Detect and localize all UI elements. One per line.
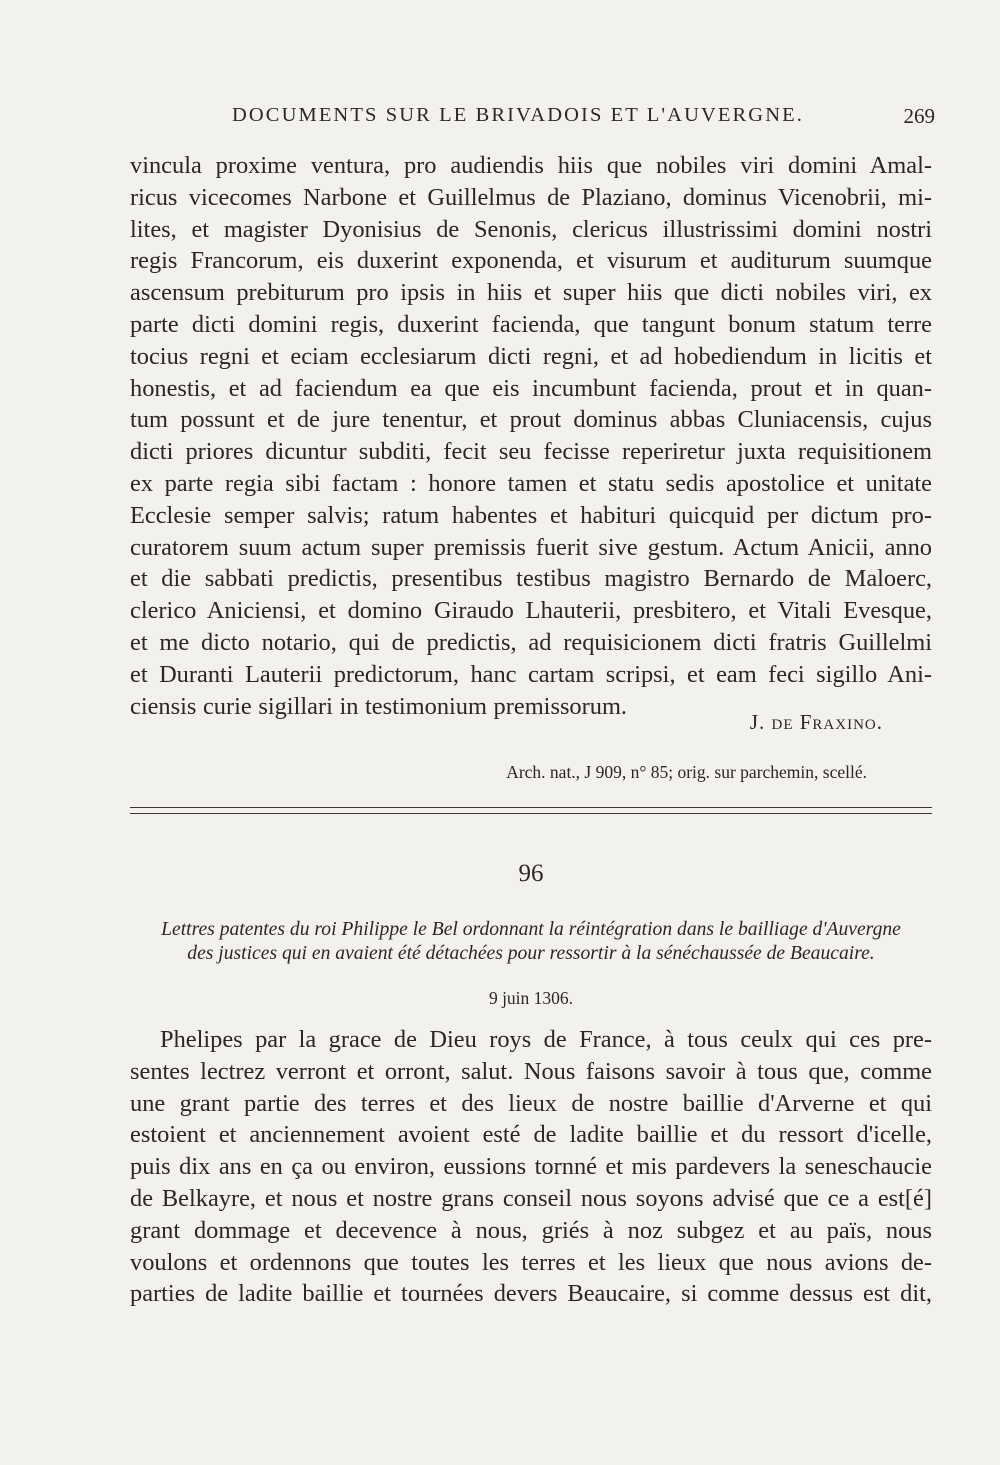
document-date: 9 juin 1306. — [488, 988, 574, 1008]
section-divider-rule — [130, 813, 932, 814]
text-line: voulons et ordennons que toutes les terres et les lieux que nous avions de- — [130, 1248, 932, 1276]
document-number: 96 — [518, 860, 544, 887]
book-page — [130, 0, 935, 1465]
document-heading — [158, 918, 904, 966]
text-line: grant dommage et decevence à nous, griés à noz subgez et au païs, nous — [130, 1216, 932, 1244]
text-line: regis Francorum, eis duxerint exponenda, et visurum et auditurum suumque — [130, 247, 932, 275]
text-line: ciensis curie sigillari in testimonium premissorum. — [130, 692, 628, 720]
running-head — [232, 104, 935, 134]
text-line: tum possunt et de jure tenentur, et prout dominus abbas Cluniacensis, cujus — [130, 406, 932, 434]
text-line: honestis, et ad faciendum ea que eis incumbunt facienda, prout et in quan- — [130, 374, 932, 402]
notary-signature: J. de Fraxino. — [749, 710, 883, 734]
section-divider-rule — [130, 807, 932, 808]
text-line: ascensum prebiturum pro ipsis in hiis et super hiis que dicti nobiles viri, ex — [130, 279, 932, 307]
text-line: parties de ladite baillie et tournées devers Beaucaire, si comme dessus est dit, — [130, 1280, 932, 1308]
text-line: Ecclesie semper salvis; ratum habentes et habituri quicquid per dictum pro- — [130, 501, 932, 529]
text-line: sentes lectrez verront et orront, salut. Nous faisons savoir à tous que, comme — [130, 1057, 932, 1085]
document-95-body — [130, 150, 932, 722]
page-number: 269 — [903, 104, 935, 128]
text-line: puis dix ans en ça ou environ, eussions tornné et mis pardevers la seneschaucie — [130, 1153, 932, 1181]
text-line: et die sabbati predictis, presentibus testibus magistro Bernardo de Maloerc, — [130, 565, 932, 593]
document-heading-line: des justices qui en avaient été détachées pour ressortir à la sénéchaussée de Beaucaire. — [187, 943, 875, 964]
document-heading-line: Lettres patentes du roi Philippe le Bel ordonnant la réintégration dans le bailliage d'Auvergne — [161, 919, 901, 940]
text-line: parte dicti domini regis, duxerint facienda, que tangunt bonum statum terre — [130, 310, 932, 338]
text-line: estoient et anciennement avoient esté de ladite baillie et du ressort d'icelle, — [130, 1121, 932, 1149]
text-line: curatorem suum actum super premissis fuerit sive gestum. Actum Anicii, anno — [130, 533, 932, 561]
text-line: Phelipes par la grace de Dieu roys de France, à tous ceulx qui ces pre- — [160, 1026, 932, 1053]
text-line: une grant partie des terres et des lieux de nostre baillie d'Arverne et qui — [130, 1089, 932, 1117]
text-line: et Duranti Lauterii predictorum, hanc cartam scripsi, et eam feci sigillo Ani- — [130, 660, 932, 688]
text-line: ricus vicecomes Narbone et Guillelmus de Plaziano, dominus Vicenobrii, mi- — [130, 183, 932, 211]
text-line: vincula proxime ventura, pro audiendis hiis que nobiles viri domini Amal- — [130, 152, 932, 179]
text-line: et me dicto notario, qui de predictis, ad requisicionem dicti fratris Guillelmi — [130, 628, 932, 656]
document-96-body — [130, 1024, 932, 1310]
text-line: ex parte regia sibi factam : honore tamen et statu sedis apostolice et unitate — [130, 469, 932, 497]
text-line: lites, et magister Dyonisius de Senonis, clericus illustrissimi domini nostri — [130, 215, 932, 243]
running-title: DOCUMENTS SUR LE BRIVADOIS ET L'AUVERGNE. — [232, 104, 804, 126]
text-line: de Belkayre, et nous et nostre grans conseil nous soyons advisé que ce a est[é] — [130, 1184, 932, 1212]
text-line: dicti priores dicuntur subditi, fecit seu fecisse reperiretur juxta requisitionem — [130, 438, 932, 466]
archive-source-note: Arch. nat., J 909, n° 85; orig. sur parchemin, scellé. — [506, 762, 867, 782]
text-line: clerico Aniciensi, et domino Giraudo Lhauterii, presbitero, et Vitali Evesque, — [130, 597, 932, 625]
text-line: tocius regni et eciam ecclesiarum dicti regni, et ad hobediendum in licitis et — [130, 342, 932, 370]
